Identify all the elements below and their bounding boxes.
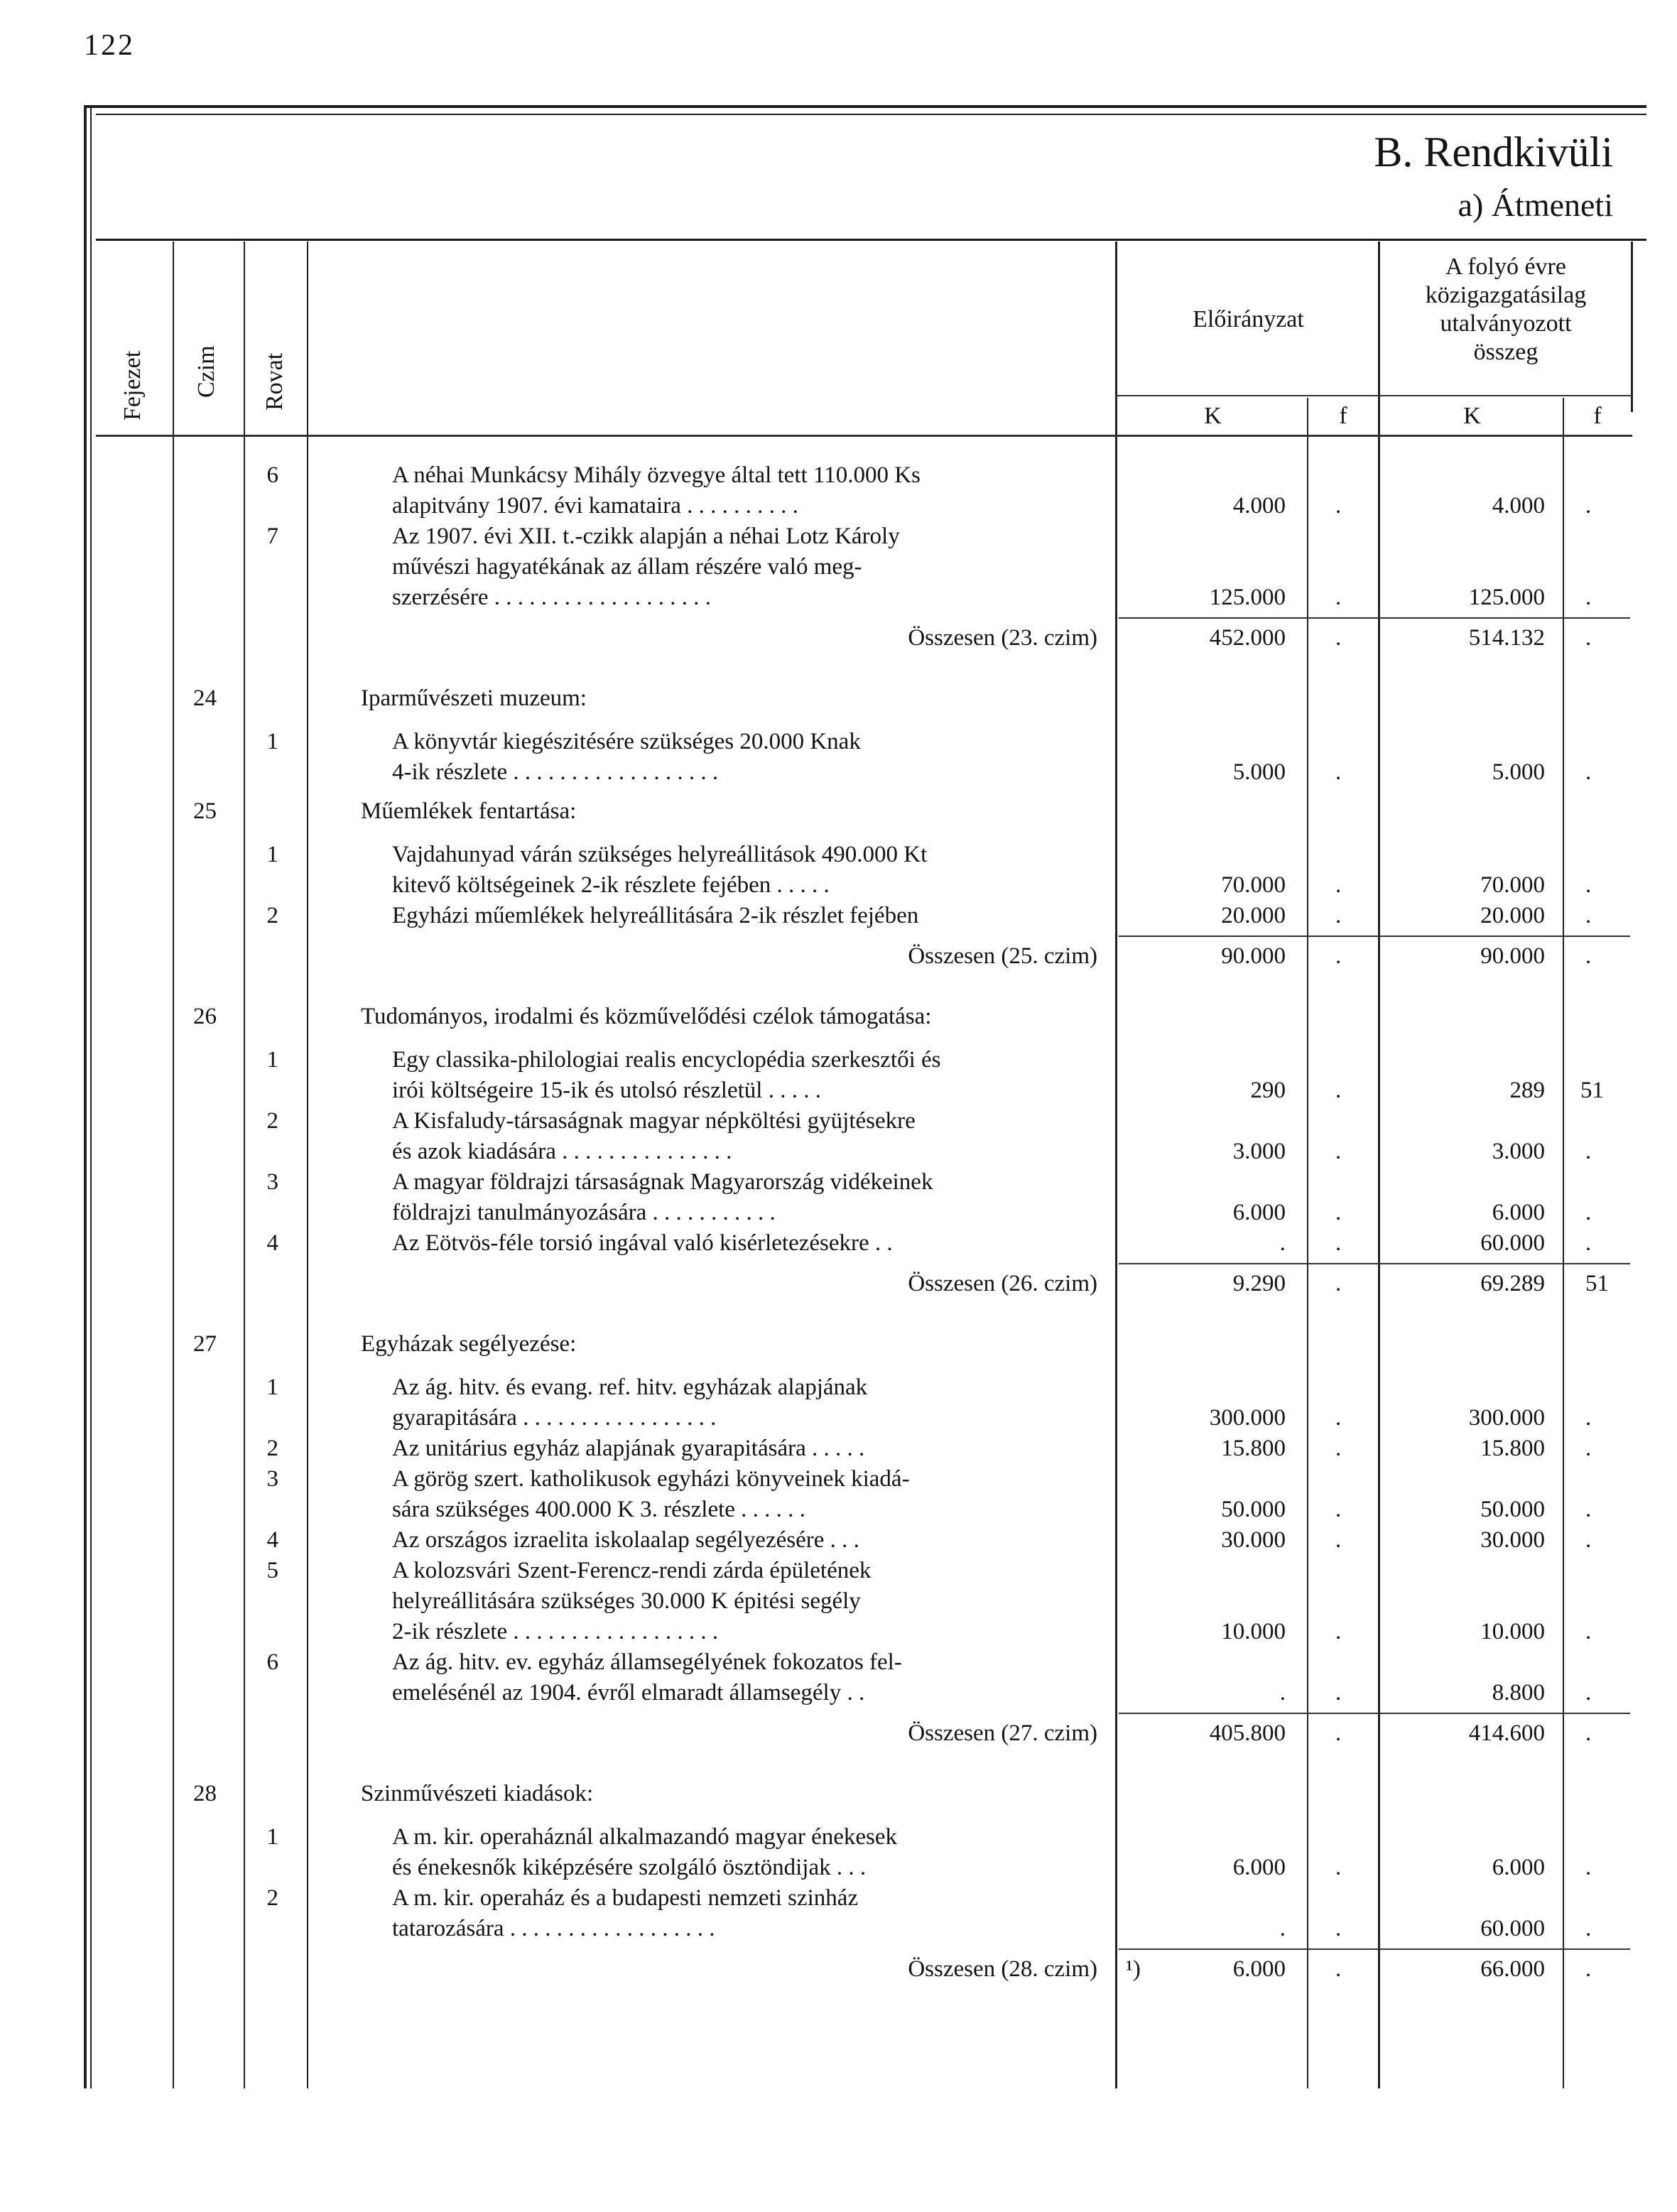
amount-k1: 10.000	[1221, 1619, 1286, 1644]
rovat-number: 3	[266, 1169, 278, 1195]
amount-k1: .	[1279, 1680, 1286, 1706]
footnote-mark: ¹)	[1126, 1956, 1141, 1982]
rovat-number: 3	[266, 1466, 278, 1492]
item-text-line: A néhai Munkácsy Mihály özvegye által tett 110.000 Ks	[392, 462, 921, 488]
table-left-border	[84, 107, 87, 2088]
header-utalvanyozott-line-3: utalványozott	[1440, 310, 1572, 337]
item-text-line: Az unitárius egyház alapjának gyarapitására . . . . .	[392, 1436, 865, 1461]
page-number: 122	[84, 29, 135, 62]
group-title: Iparművészeti muzeum:	[361, 685, 587, 711]
amount-k2: 6.000	[1492, 1855, 1545, 1880]
amount-f2: .	[1585, 1497, 1592, 1522]
amount-k1: .	[1279, 1230, 1286, 1256]
total-rule	[1119, 1713, 1630, 1714]
amount-f1: .	[1335, 872, 1342, 898]
amount-f1: .	[1335, 1680, 1342, 1706]
amount-f2: .	[1585, 1436, 1592, 1461]
amount-f1: .	[1335, 759, 1342, 785]
amount-f2: .	[1585, 1527, 1592, 1553]
group-title: Műemlékek fentartása:	[361, 798, 577, 824]
rovat-number: 6	[266, 462, 278, 488]
item-text-line: kitevő költségeinek 2-ik részlete fejében . . . . .	[392, 872, 830, 898]
amount-f1: .	[1335, 1916, 1342, 1941]
total-amount-k1: 6.000	[1232, 1956, 1286, 1982]
total-amount-k2: 69.289	[1480, 1271, 1545, 1296]
amount-k1: 3.000	[1232, 1139, 1286, 1164]
total-label: Összesen (26. czim)	[908, 1271, 1097, 1296]
item-text-line: Az 1907. évi XII. t.-czikk alapján a néhai Lotz Károly	[392, 524, 900, 549]
item-text-line: A könyvtár kiegészitésére szükséges 20.000 Knak	[392, 729, 861, 754]
rovat-number: 1	[266, 1375, 278, 1400]
amount-f2: .	[1585, 493, 1592, 519]
amount-k1: 20.000	[1221, 903, 1286, 928]
item-text-line: irói költségeire 15-ik és utolsó részletül . . . . .	[392, 1078, 821, 1103]
item-text-line: és énekesnők kiképzésére szolgáló ösztöndijak . . .	[392, 1855, 867, 1880]
amount-k2: 60.000	[1480, 1230, 1545, 1256]
amount-k2: 70.000	[1480, 872, 1545, 898]
amount-f1: .	[1335, 585, 1342, 610]
total-amount-k2: 414.600	[1468, 1720, 1545, 1746]
amount-k2: 15.800	[1480, 1436, 1545, 1461]
rovat-number: 1	[266, 729, 278, 754]
rovat-number: 1	[266, 842, 278, 867]
amount-f1: .	[1335, 1405, 1342, 1431]
item-text-line: 4-ik részlete . . . . . . . . . . . . . . . . . .	[392, 759, 719, 785]
rovat-number: 4	[266, 1230, 278, 1256]
amount-k1: 6.000	[1232, 1855, 1286, 1880]
top-rule-thin	[96, 114, 1646, 115]
item-text-line: A kolozsvári Szent-Ferencz-rendi zárda épületének	[392, 1558, 872, 1583]
table-left-border-inner	[90, 107, 92, 2088]
item-text-line: Az Eötvös-féle torsió ingával való kisérletezésekre . .	[392, 1230, 893, 1256]
amount-f2: .	[1585, 1619, 1592, 1644]
col-sep-desc	[1115, 242, 1117, 2088]
item-text-line: Az ág. hitv. és evang. ref. hitv. egyházak alapjának	[392, 1375, 868, 1400]
amount-f2: .	[1585, 1139, 1592, 1164]
total-label: Összesen (25. czim)	[908, 943, 1097, 969]
amount-f2: .	[1585, 585, 1592, 610]
amount-f2: .	[1585, 1680, 1592, 1706]
amount-f2: .	[1585, 1405, 1592, 1431]
section-subtitle: a) Átmeneti	[1458, 187, 1613, 223]
total-amount-f2: .	[1585, 625, 1592, 651]
rovat-number: 2	[266, 903, 278, 928]
header-k1: K	[1204, 403, 1222, 429]
item-text-line: A görög szert. katholikusok egyházi könyveinek kiadá-	[392, 1466, 910, 1492]
amount-f1: .	[1335, 1200, 1342, 1225]
item-text-line: sára szükséges 400.000 K 3. részlete . . . . . .	[392, 1497, 805, 1522]
amount-f1: .	[1335, 1230, 1342, 1256]
amount-f1: .	[1335, 493, 1342, 519]
total-amount-k1: 90.000	[1221, 943, 1286, 969]
amount-k2: 8.800	[1492, 1680, 1545, 1706]
total-amount-k2: 66.000	[1480, 1956, 1545, 1982]
group-title: Szinművészeti kiadások:	[361, 1781, 594, 1806]
amount-k2: 300.000	[1468, 1405, 1545, 1431]
header-k-f-rule	[1115, 395, 1632, 396]
col-sep-czim	[244, 242, 245, 2088]
item-text-line: művészi hagyatékának az állam részére való meg-	[392, 554, 862, 580]
total-amount-f1: .	[1335, 1271, 1342, 1296]
amount-k2: 4.000	[1492, 493, 1545, 519]
total-label: Összesen (27. czim)	[908, 1720, 1097, 1746]
amount-k1: 30.000	[1221, 1527, 1286, 1553]
total-label: Összesen (23. czim)	[908, 625, 1097, 651]
header-eloiranyzat: Előirányzat	[1193, 306, 1304, 332]
header-bottom-rule	[96, 239, 1646, 241]
amount-f1: .	[1335, 1619, 1342, 1644]
amount-f1: .	[1335, 1527, 1342, 1553]
total-rule	[1119, 617, 1630, 619]
item-text-line: tatarozására . . . . . . . . . . . . . . . . . .	[392, 1916, 715, 1941]
header-utalvanyozott-line-4: összeg	[1473, 339, 1538, 365]
col-sep-k1	[1307, 398, 1308, 2088]
amount-f2: 51	[1580, 1078, 1604, 1103]
amount-f1: .	[1335, 1855, 1342, 1880]
amount-k1: 50.000	[1221, 1497, 1286, 1522]
amount-k2: 20.000	[1480, 903, 1545, 928]
amount-f2: .	[1585, 1200, 1592, 1225]
czim-number: 24	[193, 685, 217, 711]
rovat-number: 1	[266, 1824, 278, 1850]
item-text-line: Vajdahunyad várán szükséges helyreállitások 490.000 Kt	[392, 842, 928, 867]
item-text-line: Az országos izraelita iskolaalap segélyezésére . . .	[392, 1527, 859, 1553]
item-text-line: emelésénél az 1904. évről elmaradt államsegély . .	[392, 1680, 865, 1706]
amount-k2: 6.000	[1492, 1200, 1545, 1225]
amount-k2: 125.000	[1468, 585, 1545, 610]
czim-number: 25	[193, 798, 217, 824]
amount-k1: 70.000	[1221, 872, 1286, 898]
item-text-line: A m. kir. operaház és a budapesti nemzeti szinház	[392, 1885, 859, 1911]
total-amount-f1: .	[1335, 1956, 1342, 1982]
amount-f1: .	[1335, 1078, 1342, 1103]
total-amount-k2: 90.000	[1480, 943, 1545, 969]
amount-k2: 30.000	[1480, 1527, 1545, 1553]
top-rule	[84, 105, 1646, 108]
total-amount-k2: 514.132	[1468, 625, 1545, 651]
amount-k1: 300.000	[1209, 1405, 1286, 1431]
amount-k2: 3.000	[1492, 1139, 1545, 1164]
total-amount-f2: .	[1585, 1720, 1592, 1746]
total-rule	[1119, 1263, 1630, 1264]
amount-k1: 6.000	[1232, 1200, 1286, 1225]
total-amount-k1: 9.290	[1232, 1271, 1286, 1296]
col-sep-right	[1631, 242, 1633, 412]
total-amount-f1: .	[1335, 943, 1342, 969]
total-amount-f1: .	[1335, 625, 1342, 651]
item-text-line: gyarapitására . . . . . . . . . . . . . . . . .	[392, 1405, 717, 1431]
header-utalvanyozott-line-1: A folyó évre	[1445, 254, 1566, 280]
amount-k1: 290	[1250, 1078, 1286, 1103]
amount-k2: 5.000	[1492, 759, 1545, 785]
czim-number: 28	[193, 1781, 217, 1806]
amount-f2: .	[1585, 759, 1592, 785]
amount-k2: 60.000	[1480, 1916, 1545, 1941]
group-title: Egyházak segélyezése:	[361, 1331, 577, 1357]
rovat-number: 6	[266, 1649, 278, 1675]
header-rovat: Rovat	[261, 352, 288, 411]
item-text-line: Az ág. hitv. ev. egyház államsegélyének fokozatos fel-	[392, 1649, 902, 1675]
item-text-line: szerzésére . . . . . . . . . . . . . . . . . . .	[392, 585, 712, 610]
amount-f2: .	[1585, 903, 1592, 928]
rovat-number: 1	[266, 1047, 278, 1073]
czim-number: 26	[193, 1004, 217, 1029]
item-text-line: A Kisfaludy-társaságnak magyar népköltési gyüjtésekre	[392, 1108, 916, 1134]
header-k2: K	[1463, 403, 1481, 429]
rovat-number: 5	[266, 1558, 278, 1583]
col-sep-fejezet	[173, 242, 174, 2088]
amount-f1: .	[1335, 1436, 1342, 1461]
item-text-line: 2-ik részlete . . . . . . . . . . . . . . . . . .	[392, 1619, 719, 1644]
item-text-line: Egy classika-philologiai realis encyclopédia szerkesztői és	[392, 1047, 941, 1073]
amount-k1: 5.000	[1232, 759, 1286, 785]
col-sep-rovat	[307, 242, 308, 2088]
amount-f1: .	[1335, 1139, 1342, 1164]
header-bottom-rule-2	[96, 435, 1632, 437]
total-amount-k1: 452.000	[1209, 625, 1286, 651]
amount-k2: 10.000	[1480, 1619, 1545, 1644]
header-utalvanyozott	[1382, 253, 1630, 367]
total-amount-k1: 405.800	[1209, 1720, 1286, 1746]
rovat-number: 4	[266, 1527, 278, 1553]
amount-f1: .	[1335, 903, 1342, 928]
total-amount-f1: .	[1335, 1720, 1342, 1746]
header-czim: Czim	[193, 345, 219, 398]
czim-number: 27	[193, 1331, 217, 1357]
amount-k2: 50.000	[1480, 1497, 1545, 1522]
amount-k1: 15.800	[1221, 1436, 1286, 1461]
rovat-number: 2	[266, 1885, 278, 1911]
total-label: Összesen (28. czim)	[908, 1956, 1097, 1982]
item-text-line: Egyházi műemlékek helyreállitására 2-ik részlet fejében	[392, 903, 919, 928]
total-rule	[1119, 1948, 1630, 1950]
amount-f2: .	[1585, 1855, 1592, 1880]
header-utalvanyozott-line-2: közigazgatásilag	[1425, 282, 1587, 308]
header-f2: f	[1593, 403, 1602, 429]
total-amount-f2: 51	[1585, 1271, 1609, 1296]
amount-k1: .	[1279, 1916, 1286, 1941]
amount-f2: .	[1585, 1230, 1592, 1256]
item-text-line: földrajzi tanulmányozására . . . . . . . . . . .	[392, 1200, 776, 1225]
amount-f2: .	[1585, 1916, 1592, 1941]
amount-f1: .	[1335, 1497, 1342, 1522]
col-sep-f1	[1378, 242, 1380, 2088]
rovat-number: 2	[266, 1436, 278, 1461]
item-text-line: alapitvány 1907. évi kamataira . . . . . . . . . .	[392, 493, 798, 519]
total-rule	[1119, 936, 1630, 937]
rovat-number: 2	[266, 1108, 278, 1134]
total-amount-f2: .	[1585, 943, 1592, 969]
section-title: B. Rendkivüli	[1374, 129, 1613, 175]
amount-k2: 289	[1509, 1078, 1545, 1103]
rovat-number: 7	[266, 524, 278, 549]
col-sep-k2	[1563, 398, 1564, 2088]
amount-k1: 4.000	[1232, 493, 1286, 519]
header-f1: f	[1339, 403, 1347, 429]
amount-f2: .	[1585, 872, 1592, 898]
item-text-line: A m. kir. operaháznál alkalmazandó magyar énekesek	[392, 1824, 898, 1850]
item-text-line: helyreállitására szükséges 30.000 K épitési segély	[392, 1588, 861, 1614]
header-fejezet: Fejezet	[119, 350, 146, 421]
amount-k1: 125.000	[1209, 585, 1286, 610]
group-title: Tudományos, irodalmi és közművelődési czélok támogatása:	[361, 1004, 932, 1029]
total-amount-f2: .	[1585, 1956, 1592, 1982]
item-text-line: és azok kiadására . . . . . . . . . . . . . . .	[392, 1139, 732, 1164]
item-text-line: A magyar földrajzi társaságnak Magyarország vidékeinek	[392, 1169, 933, 1195]
